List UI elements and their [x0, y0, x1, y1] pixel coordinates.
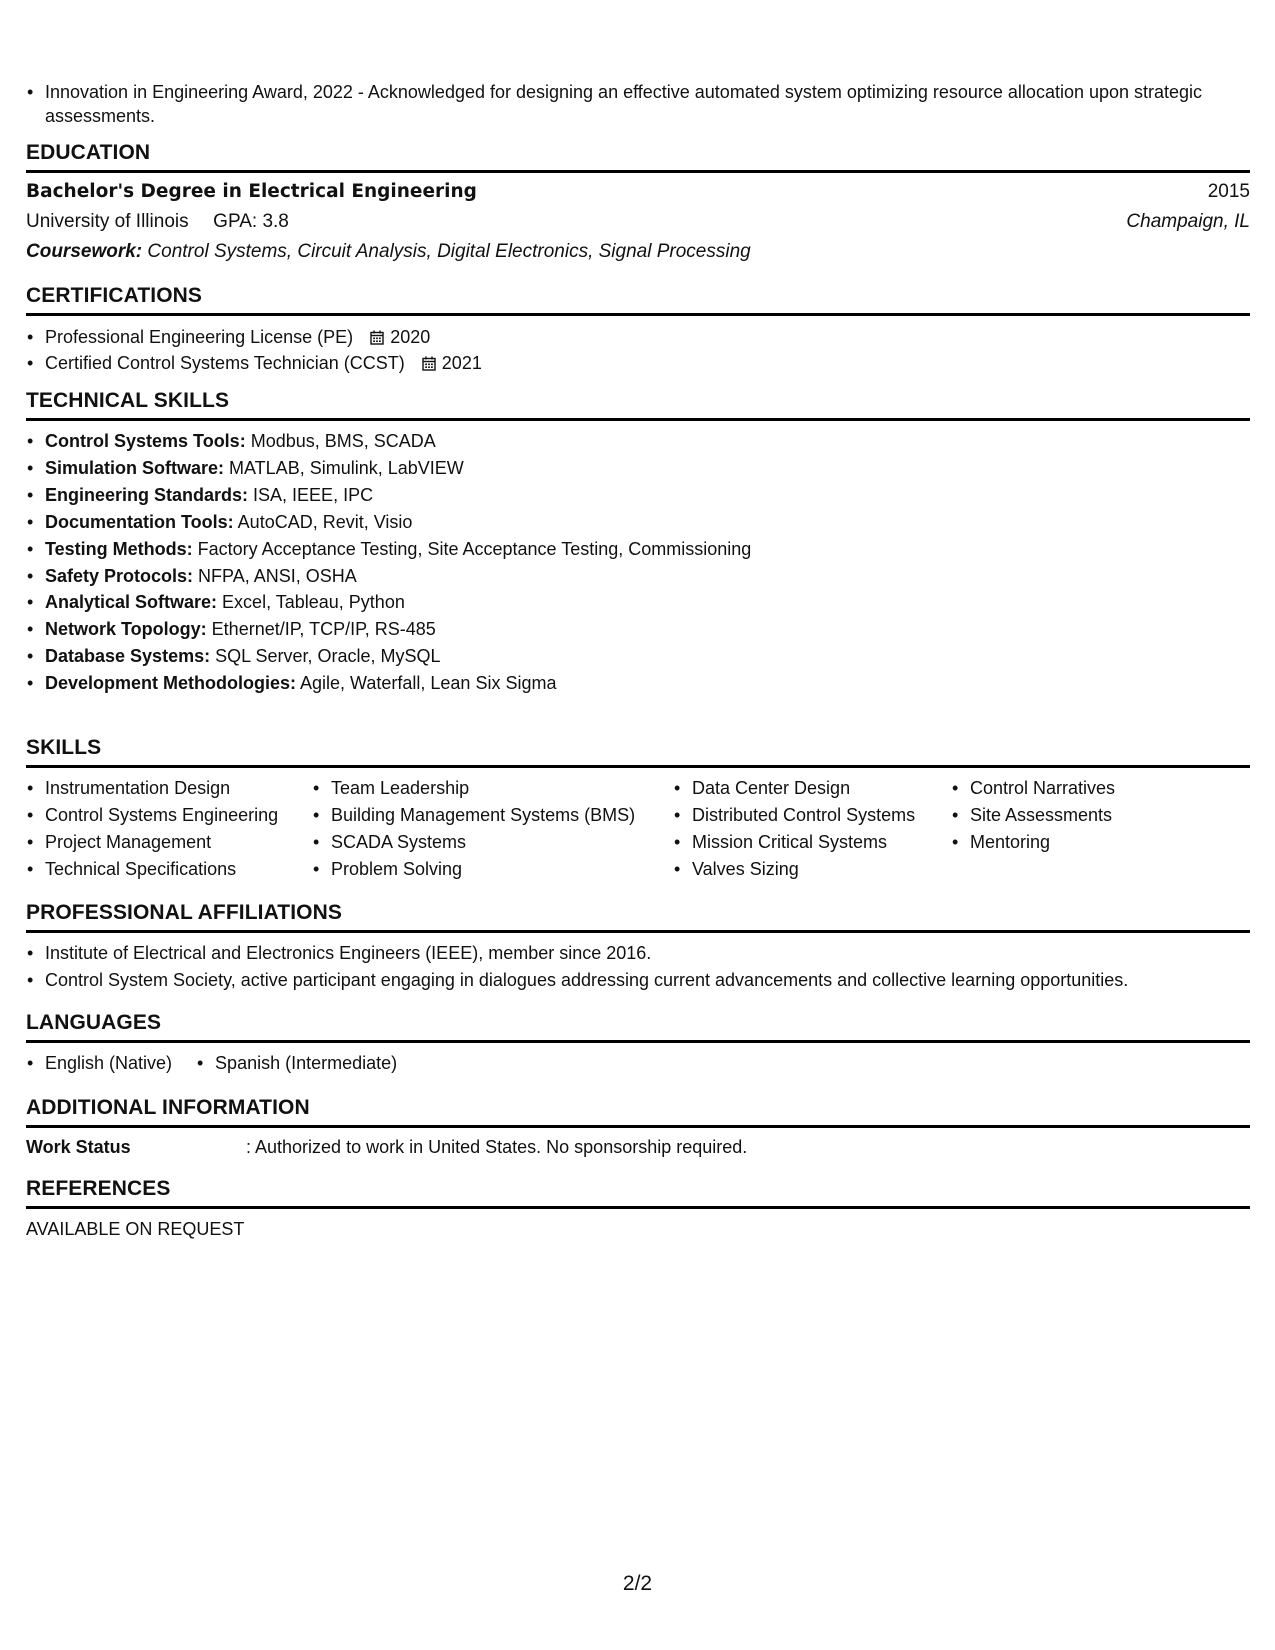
skill-values: Ethernet/IP, TCP/IP, RS-485 [206, 619, 436, 640]
skill-category: Testing Methods: [45, 538, 193, 559]
skill-item: • Site Assessments [951, 802, 1211, 829]
references-section [26, 1176, 1250, 1242]
work-status-row [26, 1134, 1250, 1160]
languages-section [26, 1010, 1250, 1075]
affiliation-item: • Institute of Electrical and Electronics Engineers (IEEE), member since 2016. [26, 940, 1250, 967]
awards-section [26, 80, 1250, 128]
technical-skill-item [26, 589, 1250, 616]
skill-item: • Team Leadership [312, 775, 673, 802]
skills-column [312, 775, 673, 883]
section-title-additional-info: ADDITIONAL INFORMATION [26, 1095, 1250, 1128]
school-name: University of Illinois [26, 211, 189, 232]
skill-values: AutoCAD, Revit, Visio [233, 511, 413, 532]
skills-section [26, 735, 1250, 883]
education-school-row [26, 207, 1250, 237]
skill-item: • Problem Solving [312, 856, 673, 883]
section-title-references: REFERENCES [26, 1176, 1250, 1209]
skill-item: • SCADA Systems [312, 829, 673, 856]
skill-values: Modbus, BMS, SCADA [245, 431, 436, 451]
section-title-technical-skills: TECHNICAL SKILLS [26, 388, 1250, 421]
technical-skills-list [26, 428, 1250, 697]
skills-column [673, 775, 951, 883]
certification-item [26, 350, 1250, 376]
degree-title: Bachelor's Degree in Electrical Engineering [26, 181, 477, 202]
skill-category: Database Systems: [45, 646, 211, 667]
certification-year: 2021 [441, 353, 482, 373]
education-degree-row [26, 177, 1250, 207]
skill-item: • Distributed Control Systems [673, 802, 951, 829]
skill-values: ISA, IEEE, IPC [248, 484, 374, 505]
school-location: Champaign, IL [1126, 211, 1250, 232]
technical-skill-item [26, 616, 1250, 643]
certifications-section [26, 283, 1250, 376]
skill-values: Factory Acceptance Testing, Site Acceptance Testing, Commissioning [192, 538, 752, 559]
affiliation-item: • Control System Society, active participant engaging in dialogues addressing current advancements and collective learning opportunities. [26, 967, 1250, 994]
skills-column [951, 775, 1211, 883]
technical-skills-section [26, 388, 1250, 697]
skill-values: MATLAB, Simulink, LabVIEW [224, 457, 464, 478]
calendar-icon [370, 330, 384, 345]
certification-year: 2020 [390, 327, 431, 347]
section-title-education: EDUCATION [26, 140, 1250, 173]
technical-skill-item [26, 428, 1250, 455]
languages-list [26, 1051, 1250, 1075]
section-title-languages: LANGUAGES [26, 1010, 1250, 1043]
technical-skill-item [26, 482, 1250, 509]
references-text: AVAILABLE ON REQUEST [26, 1219, 245, 1239]
coursework-label: Coursework: [26, 241, 143, 262]
affiliations-section [26, 900, 1250, 994]
skill-item: • Valves Sizing [673, 856, 951, 883]
skill-category: Engineering Standards: [45, 484, 249, 505]
skill-item: • Building Management Systems (BMS) [312, 802, 673, 829]
skill-values: NFPA, ANSI, OSHA [193, 565, 357, 586]
skill-values: SQL Server, Oracle, MySQL [210, 646, 441, 667]
skill-category: Development Methodologies: [45, 673, 297, 694]
section-title-skills: SKILLS [26, 735, 1250, 768]
skills-column [26, 775, 312, 883]
awards-list [26, 80, 1250, 128]
degree-year: 2015 [1207, 181, 1250, 202]
skill-item: • Mentoring [951, 829, 1211, 856]
skill-item: • Project Management [26, 829, 312, 856]
skill-values: Agile, Waterfall, Lean Six Sigma [296, 673, 557, 694]
skill-item: • Mission Critical Systems [673, 829, 951, 856]
skill-item: • Technical Specifications [26, 856, 312, 883]
skill-category: Analytical Software: [45, 592, 218, 613]
technical-skill-item [26, 455, 1250, 482]
coursework-list: Control Systems, Circuit Analysis, Digital Electronics, Signal Processing [142, 241, 751, 262]
skill-item: • Control Systems Engineering [26, 802, 312, 829]
skill-category: Control Systems Tools: [45, 431, 246, 451]
skill-category: Documentation Tools: [45, 511, 234, 532]
affiliations-list [26, 940, 1250, 994]
section-title-certifications: CERTIFICATIONS [26, 283, 1250, 316]
calendar-icon [422, 356, 436, 371]
skill-category: Simulation Software: [45, 457, 225, 478]
technical-skill-item [26, 643, 1250, 670]
skill-item: • Data Center Design [673, 775, 951, 802]
section-title-affiliations: PROFESSIONAL AFFILIATIONS [26, 900, 1250, 933]
certification-name: Certified Control Systems Technician (CCST) [45, 353, 405, 373]
language-item: • English (Native) [26, 1051, 172, 1075]
skill-category: Safety Protocols: [45, 565, 194, 586]
certification-item [26, 324, 1250, 350]
certifications-list [26, 324, 1250, 376]
award-item: • Innovation in Engineering Award, 2022 - Acknowledged for designing an effective automated system optimizing resource allocation upon strategic assessments. [26, 80, 1250, 128]
language-item: • Spanish (Intermediate) [196, 1051, 397, 1075]
technical-skill-item [26, 536, 1250, 563]
gpa: GPA: 3.8 [213, 211, 289, 232]
work-status-value: : Authorized to work in United States. No sponsorship required. [246, 1137, 748, 1157]
certification-name: Professional Engineering License (PE) [45, 327, 354, 347]
skill-values: Excel, Tableau, Python [217, 592, 405, 613]
page-number: 2/2 [622, 1572, 653, 1595]
technical-skill-item [26, 670, 1250, 697]
skill-item: • Control Narratives [951, 775, 1211, 802]
skill-category: Network Topology: [45, 619, 207, 640]
skill-item: • Instrumentation Design [26, 775, 312, 802]
coursework-row [26, 237, 1250, 267]
additional-info-section [26, 1095, 1250, 1160]
education-section [26, 140, 1250, 267]
work-status-label: Work Status [26, 1137, 131, 1157]
skills-grid [26, 775, 1250, 883]
technical-skill-item [26, 509, 1250, 536]
technical-skill-item [26, 563, 1250, 590]
